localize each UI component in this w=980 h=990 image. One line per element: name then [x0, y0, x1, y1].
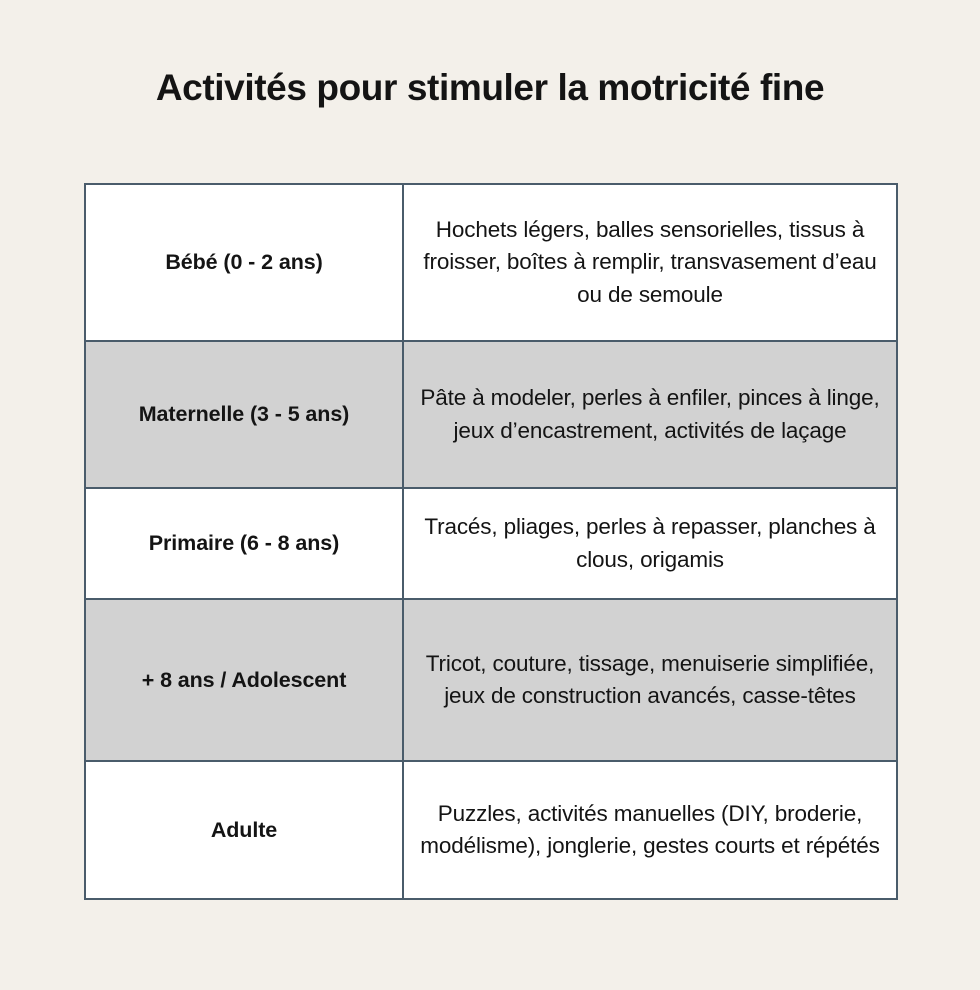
table-row [85, 341, 897, 488]
activities-table [84, 183, 898, 900]
age-group-cell: Primaire (6 - 8 ans) [85, 488, 403, 599]
table-row [85, 599, 897, 761]
activities-cell: Pâte à modeler, perles à enfiler, pinces à linge, jeux d’encastrement, activités de laçage [403, 341, 897, 488]
age-group-cell: Bébé (0 - 2 ans) [85, 184, 403, 341]
age-group-cell: Adulte [85, 761, 403, 899]
age-group-cell: + 8 ans / Adolescent [85, 599, 403, 761]
table-row [85, 488, 897, 599]
activities-cell: Tricot, couture, tissage, menuiserie simplifiée, jeux de construction avancés, casse-têtes [403, 599, 897, 761]
activities-cell: Hochets légers, balles sensorielles, tissus à froisser, boîtes à remplir, transvasement d’eau ou de semoule [403, 184, 897, 341]
page-title: Activités pour stimuler la motricité fine [155, 67, 825, 108]
table-row [85, 184, 897, 341]
age-group-cell: Maternelle (3 - 5 ans) [85, 341, 403, 488]
activities-table-body [85, 184, 897, 899]
activities-cell: Tracés, pliages, perles à repasser, planches à clous, origamis [403, 488, 897, 599]
table-row [85, 761, 897, 899]
activities-table-container [84, 183, 896, 900]
activities-cell: Puzzles, activités manuelles (DIY, broderie, modélisme), jonglerie, gestes courts et répétés [403, 761, 897, 899]
